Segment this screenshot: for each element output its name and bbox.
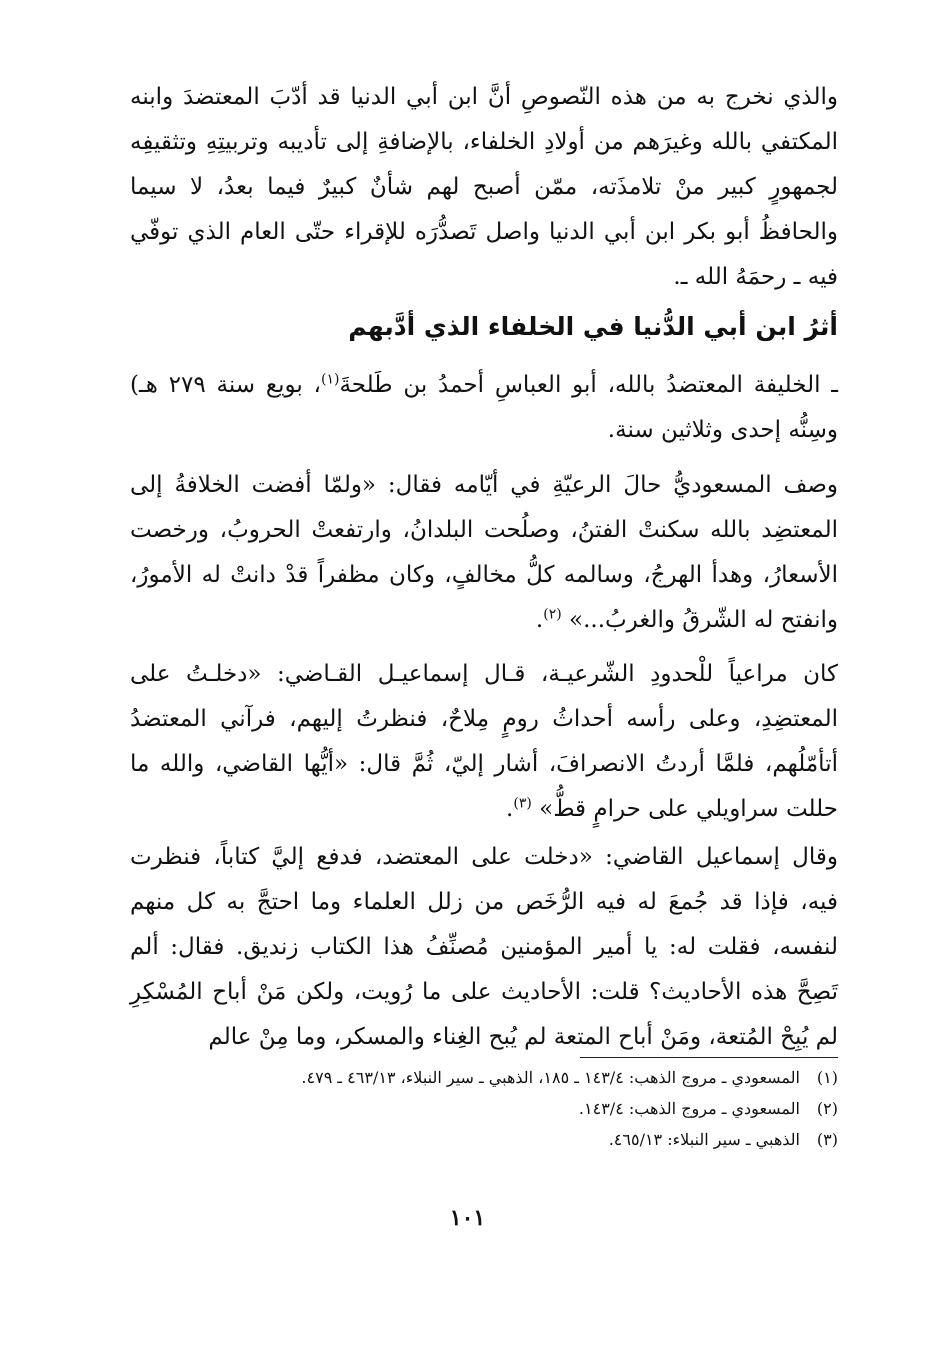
- footnote-text: المسعودي ـ مروج الذهب: ١٤٣/٤ ـ ١٨٥، الذهبي ـ سير النبلاء، ٤٦٣/١٣ ـ ٤٧٩.: [301, 1068, 800, 1087]
- ismail-first-text: كان مراعياً للْحدودِ الشّرعيـة، قـال إسماعيـل القـاضي: «دخلـتُ على المعتضِدِ، وعلى رأسه أحداثُ رومٍ مِلاحٌ، فنظرتُ إليهم، فرآني المعتضدُ أتأمّلُهم، فلمَّا أردتُ الانصرافَ، أشار إليّ، ثُمَّ قال: «أيُّها القاضي، والله ما حللت سراويلي على حرامٍ قطُّ»: [130, 661, 838, 822]
- caliph-tail-text: ، بويع سنة ٢٧٩ هـ) وسِنُّه إحدى وثلاثين سنة.: [130, 372, 838, 443]
- section-heading: أثرُ ابن أبي الدُّنيا في الخلفاء الذي أدَّبهم: [348, 312, 838, 341]
- footnote-ref-1: (١): [320, 371, 340, 388]
- footnote-number: (١): [816, 1068, 838, 1087]
- footnote-ref-2: (٢): [543, 606, 562, 623]
- ismail-first-paragraph: كان مراعياً للْحدودِ الشّرعيـة، قـال إسماعيـل القـاضي: «دخلـتُ على المعتضِدِ، وعلى رأسه أحداثُ رومٍ مِلاحٌ، فنظرتُ إليهم، فرآني المعتضدُ أتأمّلُهم، فلمَّا أردتُ الانصرافَ، أشار إليّ، ثُمَّ قال: «أيُّها القاضي، والله ما حللت سراويلي على حرامٍ قطُّ» $^{(٣)}$.: [130, 661, 838, 822]
- footnote-separator-rule: [580, 1057, 838, 1058]
- footnote-text: الذهبي ـ سير النبلاء: ٤٦٥/١٣.: [608, 1130, 800, 1149]
- masudi-paragraph: وصف المسعوديُّ حالَ الرعيّةِ في أيّامه فقال: «ولمّا أفضت الخلافةُ إلى المعتضِد بالله سكنتْ الفتنُ، وصلُحت البلدانُ، وارتفعتْ الحروبُ، ورخصت الأسعارُ، وهدأ الهرجُ، وسالمه كلُّ مخالفٍ، وكان مظفراً قدْ دانتْ له الأمورُ، وانفتح له الشّرقُ والغربُ...» $^{(٢)}$.: [130, 472, 838, 633]
- footnote-1: [130, 1062, 838, 1093]
- footnote-number: (٣): [816, 1130, 838, 1149]
- intro-paragraph: والذي نخرج به من هذه النّصوصِ أنَّ ابن أبي الدنيا قد أدّبَ المعتضدَ وابنه المكتفي بالله وغيرَهم من أولادِ الخلفاء، بالإضافةِ إلى تأديبه وتربيتِهِ وتثقيفِه لجمهورٍ كبير منْ تلامذَته، ممّن أصبح لهم شأنٌ كبيرٌ فيما بعدُ، لا سيما والحافظُ أبو بكر ابن أبي الدنيا واصل تَصدُّرَه للإقراء حتّى العام الذي توفّي فيه ـ رحمَهُ الله ـ.: [130, 84, 838, 290]
- footnote-3: [130, 1124, 838, 1155]
- caliph-paragraph: [130, 363, 838, 453]
- masudi-quote-text: وصف المسعوديُّ حالَ الرعيّةِ في أيّامه فقال: «ولمّا أفضت الخلافةُ إلى المعتضِد بالله سكنتْ الفتنُ، وصلُحت البلدانُ، وارتفعتْ الحروبُ، ورخصت الأسعارُ، وهدأ الهرجُ، وسالمه كلُّ مخالفٍ، وكان مظفراً قدْ دانتْ له الأمورُ، وانفتح له الشّرقُ والغربُ...»: [130, 472, 838, 633]
- footnote-text: المسعودي ـ مروج الذهب: ١٤٣/٤.: [578, 1099, 800, 1118]
- ismail-second-paragraph: وقال إسماعيل القاضي: «دخلت على المعتضد، فدفع إليَّ كتاباً، فنظرت فيه، فإذا قد جُمعَ له فيه الرُّخَص من زلل العلماء وما احتجَّ به كل منهم لنفسه، فقلت له: يا أمير المؤمنين مُصنِّفُ هذا الكتاب زنديق. فقال: ألم تَصِحَّ هذه الأحاديث؟ قلت: الأحاديث على ما رُويت، ولكن مَنْ أباح المُسْكِرِ لم يُبِحْ المُتعة، ومَنْ أباح المتعة لم يُبح الغِناء والمسكر، وما مِنْ عالم: [130, 844, 838, 1050]
- footnote-number: (٢): [816, 1099, 838, 1118]
- footnote-ref-3: (٣): [513, 795, 532, 812]
- page-number: ١٠١: [449, 1205, 486, 1231]
- footnote-2: [130, 1093, 838, 1124]
- footnotes-section: [130, 1062, 838, 1155]
- caliph-intro-text: ـ الخليفة المعتضدُ بالله، أبو العباسِ أحمدُ بن طَلحةَ: [339, 372, 839, 398]
